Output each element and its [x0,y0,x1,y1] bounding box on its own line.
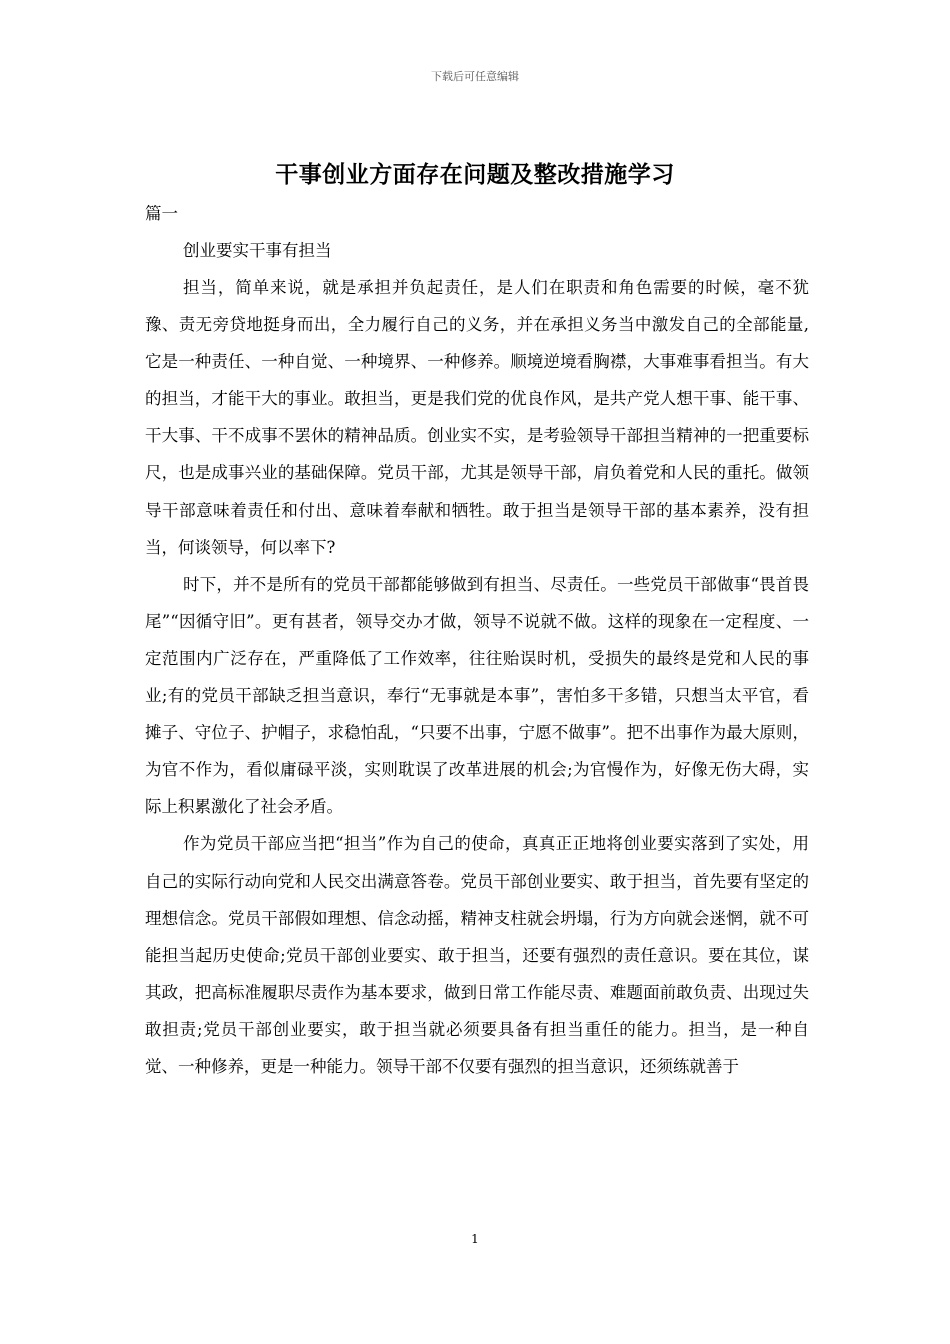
page-header-note: 下载后可任意编辑 [431,70,519,83]
article-body [145,269,809,1085]
article-subtitle: 创业要实干事有担当 [183,241,332,260]
section-label: 篇一 [145,204,178,223]
page-number: 1 [471,1232,479,1246]
body-paragraph: 担当，简单来说，就是承担并负起责任，是人们在职责和角色需要的时候，毫不犹豫、责无旁贷地挺身而出，全力履行自己的义务，并在承担义务当中激发自己的全部能量,它是一种责任、一种自觉、一种境界、一种修养。顺境逆境看胸襟，大事难事看担当。有大的担当，才能干大的事业。敢担当，更是我们党的优良作风，是共产党人想干事、能干事、干大事、干不成事不罢休的精神品质。创业实不实，是考验领导干部担当精神的一把重要标尺，也是成事兴业的基础保障。党员干部，尤其是领导干部，肩负着党和人民的重托。做领导干部意味着责任和付出、意味着奉献和牺牲。敢于担当是领导干部的基本素养，没有担当，何谈领导，何以率下? [145,278,809,557]
body-paragraph: 作为党员干部应当把“担当”作为自己的使命，真真正正地将创业要实落到了实处，用自己的实际行动向党和人民交出满意答卷。党员干部创业要实、敢于担当，首先要有坚定的理想信念。党员干部假如理想、信念动摇，精神支柱就会坍塌，行为方向就会迷惘，就不可能担当起历史使命;党员干部创业要实、敢于担当，还要有强烈的责任意识。要在其位，谋其政，把高标准履职尽责作为基本要求，做到日常工作能尽责、难题面前敢负责、出现过失敢担责;党员干部创业要实，敢于担当就必须要具备有担当重任的能力。担当，是一种自觉、一种修养，更是一种能力。领导干部不仅要有强烈的担当意识，还须练就善于 [145,834,809,1076]
body-paragraph: 时下，并不是所有的党员干部都能够做到有担当、尽责任。一些党员干部做事“畏首畏尾”“因循守旧”。更有甚者，领导交办才做，领导不说就不做。这样的现象在一定程度、一定范围内广泛存在，严重降低了工作效率，往往贻误时机，受损失的最终是党和人民的事业;有的党员干部缺乏担当意识，奉行“无事就是本事”，害怕多干多错，只想当太平官，看摊子、守位子、护帽子，求稳怕乱，“只要不出事，宁愿不做事”。把不出事作为最大原则，为官不作为，看似庸碌平淡，实则耽误了改革进展的机会;为官慢作为，好像无伤大碍，实际上积累激化了社会矛盾。 [145,574,809,817]
document-title: 干事创业方面存在问题及整改措施学习 [275,162,675,188]
